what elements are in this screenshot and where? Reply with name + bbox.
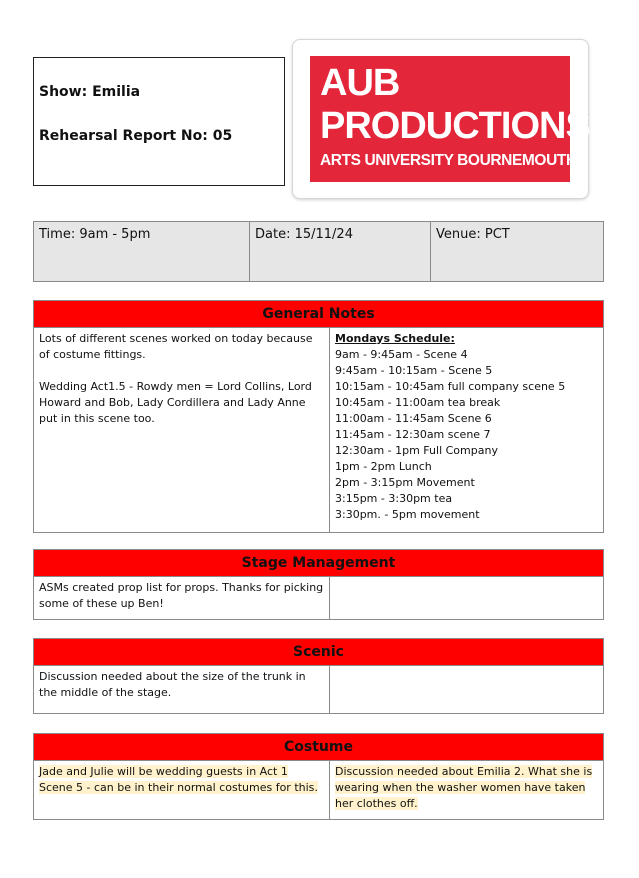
schedule-item: 9:45am - 10:15am - Scene 5 bbox=[335, 364, 493, 377]
costume-left bbox=[34, 761, 330, 820]
schedule-item: 3:30pm. - 5pm movement bbox=[335, 508, 480, 521]
schedule-item: 11:00am - 11:45am Scene 6 bbox=[335, 412, 492, 425]
scenic-left: Discussion needed about the size of the trunk in the middle of the stage. bbox=[34, 666, 330, 714]
date-cell: Date: 15/11/24 bbox=[250, 222, 431, 282]
venue-cell: Venue: PCT bbox=[431, 222, 604, 282]
time-cell: Time: 9am - 5pm bbox=[34, 222, 250, 282]
general-notes-left bbox=[34, 328, 330, 533]
logo-line-aub: AUB bbox=[320, 62, 400, 104]
schedule-cell bbox=[330, 328, 604, 533]
scenic-right bbox=[330, 666, 604, 714]
show-info-box bbox=[33, 57, 285, 186]
schedule-item: 10:45am - 11:00am tea break bbox=[335, 396, 501, 409]
general-notes-section bbox=[33, 300, 604, 533]
aub-productions-logo bbox=[310, 56, 590, 182]
general-notes-title: General Notes bbox=[34, 301, 604, 328]
costume-note-left: Jade and Julie will be wedding guests in Act 1 Scene 5 - can be in their normal costumes for this. bbox=[39, 765, 318, 794]
schedule-item: 2pm - 3:15pm Movement bbox=[335, 476, 475, 489]
logo-line-productions: PRODUCTIONS bbox=[320, 105, 590, 147]
show-title: Show: Emilia bbox=[39, 84, 141, 100]
general-note-1: Lots of different scenes worked on today because of costume fittings. bbox=[39, 332, 313, 361]
schedule-item: 1pm - 2pm Lunch bbox=[335, 460, 432, 473]
logo-line-university: ARTS UNIVERSITY BOURNEMOUTH bbox=[320, 152, 577, 169]
schedule-title: Mondays Schedule: bbox=[335, 332, 455, 345]
general-note-2: Wedding Act1.5 - Rowdy men = Lord Collins, Lord Howard and Bob, Lady Cordillera and Lady Anne put in this scene too. bbox=[39, 380, 312, 425]
stage-management-title: Stage Management bbox=[34, 550, 604, 577]
costume-title: Costume bbox=[34, 734, 604, 761]
scenic-section bbox=[33, 638, 604, 714]
logo-card bbox=[292, 39, 589, 199]
stage-management-right bbox=[330, 577, 604, 620]
scenic-title: Scenic bbox=[34, 639, 604, 666]
schedule-item: 9am - 9:45am - Scene 4 bbox=[335, 348, 468, 361]
rehearsal-info-table bbox=[33, 221, 604, 282]
costume-note-right: Discussion needed about Emilia 2. What she is wearing when the washer women have taken her clothes off. bbox=[335, 765, 593, 810]
schedule-item: 10:15am - 10:45am full company scene 5 bbox=[335, 380, 566, 393]
costume-section bbox=[33, 733, 604, 820]
report-number: Rehearsal Report No: 05 bbox=[39, 128, 233, 144]
schedule-item: 11:45am - 12:30am scene 7 bbox=[335, 428, 491, 441]
stage-management-section bbox=[33, 549, 604, 620]
schedule-item: 3:15pm - 3:30pm tea bbox=[335, 492, 453, 505]
stage-management-left: ASMs created prop list for props. Thanks for picking some of these up Ben! bbox=[34, 577, 330, 620]
schedule-item: 12:30am - 1pm Full Company bbox=[335, 444, 498, 457]
costume-right bbox=[330, 761, 604, 820]
